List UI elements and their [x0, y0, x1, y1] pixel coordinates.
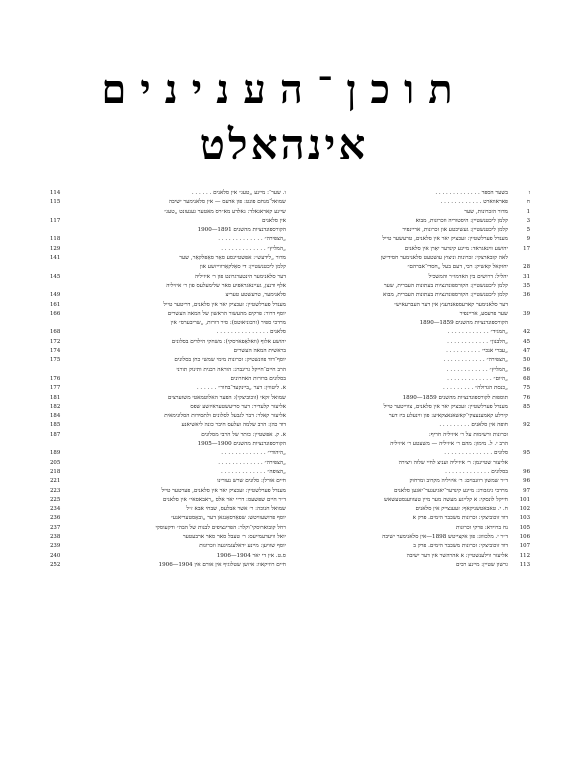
toc-entry-title: מדור הזכרונות, שער [464, 208, 508, 215]
toc-page-number: 240 [50, 552, 61, 559]
toc-entry [292, 282, 530, 291]
toc-page-number: 113 [519, 561, 530, 568]
toc-entry [50, 319, 288, 328]
toc-entry [292, 505, 530, 514]
toc-page-number: 118 [50, 236, 61, 243]
toc-entry-title: ד״ר י. מלכוווג: פון אקצייטש 1898—אין סלאנימער ישיבה [382, 533, 508, 540]
toc-entry-title: דער סלאנימער הינטערגרונט פון ר׳ איזיליה [194, 273, 286, 280]
toc-entry-title: שמואל־מנחם פונט: פון אדעס — אין סלאנימער ישיבה [168, 199, 286, 206]
toc-entry [50, 356, 288, 365]
toc-entry-title: שער פרעסע, אריינפיר [459, 310, 508, 317]
toc-entry-title: הרב חיים־חייקל גרינברג: הוראה רבנית ותינוק תורני [176, 366, 286, 373]
toc-entry-title: דוד זוכוביצקי: זכרונות משכבר הימים. פרק א [412, 515, 508, 522]
toc-page-number: 189 [50, 450, 61, 457]
toc-entry [292, 310, 530, 319]
toc-entry [50, 189, 288, 198]
toc-page-number: 166 [50, 310, 61, 317]
toc-entry-title: דער סלאנימער קארעספאנדענץ אין דער העברעאיש״ [393, 301, 508, 308]
toc-entry-title: ד״ר חיים שפשעס: דריי יאר אלס „ראבאסאי״ אין סלאנים [162, 496, 286, 503]
toc-entry-title: אלף ודנצן, געיינאגראפיע סאר שלימעלעס פון ר׳ איזיליה [166, 282, 286, 289]
toc-entry-title: ד״ר שמשון רוזנבוים: ר׳ איזיליה מקרוב ומרחוק [409, 478, 508, 485]
toc-entry [292, 189, 530, 198]
toc-entry [292, 226, 530, 235]
toc-page-number: 3 [526, 217, 530, 224]
toc-entry-title: יוסף־דוד פוזנשטיק: זכרונות מימי שמשי כחן בסלונים [174, 357, 286, 364]
toc-entry-title: „היום״ . . . . . . . . . . . . . [447, 375, 508, 382]
toc-entry-title: ח. י. טאבאטשניקאף: זעענצייק אין סלאנים [415, 506, 508, 513]
toc-page-number: 252 [50, 561, 61, 568]
toc-page-number: 114 [50, 190, 61, 196]
toc-entry [50, 375, 288, 384]
toc-entry [292, 496, 530, 505]
toc-entry [292, 263, 530, 272]
toc-entry [292, 384, 530, 393]
toc-page-number: 176 [50, 375, 61, 382]
toc-entry-title: יחזקאל קאשיק: רבי, דעם בעל „חסדי־אברהם״ [407, 264, 508, 271]
toc-page-number: 28 [523, 264, 530, 271]
toc-page-number: 218 [50, 468, 61, 475]
toc-entry [292, 338, 530, 347]
toc-page-number: 182 [50, 403, 61, 410]
toc-entry [50, 468, 288, 477]
toc-entry [292, 301, 530, 310]
toc-entry [50, 254, 288, 263]
toc-entry-title: קלמן ליכטנשטיין: הקורספונדנציות בעתונות העברית, מבוא [383, 292, 508, 299]
toc-entry-title: „היהודי״ . . . . . . . . . . . . . [221, 450, 286, 457]
toc-page-number: 115 [50, 199, 61, 206]
toc-entry-title: סלאנים . . . . . . . . . . . . . . . [216, 329, 286, 336]
toc-entry-title: יוסף שוויען: מיינע ידאלעגמיגעה וזכרונות [199, 543, 286, 550]
toc-page-number: 101 [519, 496, 530, 503]
toc-entry [292, 412, 530, 421]
toc-entry-title: מרדכי ספיר (זרבוניאוטס): סיר דורות, „שריבערס״ אין [170, 320, 286, 327]
toc-page-number: 172 [50, 338, 61, 345]
toc-page-number: 105 [519, 524, 530, 531]
toc-entry-title: „המליץ״ . . . . . . . . . . . . [446, 366, 508, 373]
toc-entry [292, 208, 530, 217]
toc-entry-title: אליעזר קאלר: דבר לגבעל לסלונים ולתסידות הסלונימאית [164, 413, 286, 420]
toc-entry-title: שיינע קאראגאלד: גאלדע מא״רס מאטער גענעזנט „טעג״ [164, 208, 286, 215]
toc-page-number: 205 [50, 459, 61, 466]
toc-page-number: 129 [50, 245, 61, 252]
toc-entry [292, 328, 530, 337]
toc-entry [50, 347, 288, 356]
toc-page-number: 36 [523, 292, 530, 299]
toc-entry [50, 552, 288, 561]
toc-entry [292, 319, 530, 328]
toc-page-number: 97 [523, 487, 530, 494]
toc-page-number: ז [528, 190, 530, 196]
toc-entry [50, 459, 288, 468]
toc-page-number: 117 [50, 217, 61, 224]
toc-entry-title: יוסף דרור: פרקים מהעשור הראשון של המאה העשרים [167, 310, 286, 317]
toc-entry [292, 561, 530, 570]
toc-entry-title: סלונים . . . . . . . . . . . . . . [444, 450, 508, 457]
toc-entry [292, 347, 530, 356]
toc-entry-title: גרשון שטיין: מיינע רבים [456, 561, 508, 568]
toc-entry [50, 245, 288, 254]
toc-entry [50, 273, 288, 282]
toc-page-number: 187 [50, 431, 61, 438]
toc-entry-title: הקורספונדנציות מהשנים 1891—1900 [197, 227, 286, 234]
toc-entry-title: יוסף פרושעוויטש: שפאַרסאָנגאן דער „ובאָסטעריאנע״ [170, 515, 286, 522]
toc-entry-title: פאראווארט . . . . . . . . . . . . [440, 199, 508, 206]
toc-entry [50, 226, 288, 235]
toc-entry-title: חיים רוזיקאוו: איזשן שטלוגיף אין אורם אין 1904—1906 [158, 561, 286, 568]
toc-page-number: 181 [50, 394, 61, 401]
toc-page-number: 112 [519, 552, 530, 559]
toc-page-number: 50 [523, 357, 530, 364]
toc-entry [50, 421, 288, 430]
toc-entry-title: „הצפירה״ . . . . . . . . . . . . [443, 357, 508, 364]
toc-page-number: 56 [523, 366, 530, 373]
toc-entry [50, 533, 288, 542]
toc-entry-title: שמואל חנוכה: ר׳ אשר אבלעס, שבחי אבא ז״ל [186, 506, 286, 513]
toc-entry [50, 496, 288, 505]
toc-entry-title: זכרונות ורשימות על ר׳ איזיליה חריף: [428, 431, 508, 438]
toc-page-number: 68 [523, 375, 530, 382]
toc-page-number: 185 [50, 422, 61, 429]
toc-entry [292, 356, 530, 365]
toc-entry-title: אליעזר קלעדיר: דער סריעשטעראיזשע שפס [190, 403, 286, 410]
toc-entry [292, 514, 530, 523]
toc-entry [292, 552, 530, 561]
toc-entry-title: בשער הספר . . . . . . . . . . . . . [435, 190, 508, 196]
toc-entry-title: סלאנימער, טרעשטע טעריצ [225, 292, 286, 299]
toc-entry [292, 431, 530, 440]
toc-entry [50, 542, 288, 551]
toc-entry-title: שמואל זקאי (זוכוביצקי): הפער האלוטמאטי משזערצים [167, 394, 286, 401]
toc-entry [292, 273, 530, 282]
toc-entry [50, 524, 288, 533]
toc-entry [292, 198, 530, 207]
toc-page-number: 239 [50, 543, 61, 550]
toc-entry-title: „המליץ״ . . . . . . . . . . . . . [221, 245, 286, 252]
toc-page-number: 106 [519, 533, 530, 540]
toc-page-number: 145 [50, 273, 61, 280]
toc-page-number: 42 [523, 329, 530, 336]
toc-entry-title: א. ליטווין: דער „ביינקעד־בחור״ . . . . . . [196, 385, 286, 392]
toc-entry-title: יהושע אלוף (וואלאָפארסקי): משחקי הילדים בסלונים [171, 338, 286, 345]
toc-page-number: 76 [523, 394, 530, 401]
toc-page-number: 1 [526, 208, 530, 215]
toc-page-number: 75 [523, 385, 530, 392]
toc-page-number: 31 [523, 273, 530, 280]
toc-entry-title: רחל קובוארוסקי־וקלר: הפרינציפים לבנות של הבה״ ודקעוסקי [155, 524, 286, 531]
toc-page-number: 102 [519, 506, 530, 513]
toc-entry [292, 245, 530, 254]
toc-page-number: 103 [519, 515, 530, 522]
toc-page-number: 141 [50, 255, 61, 262]
toc-entry-title: חיים אורלן: סלונים שרש נעורינו [217, 478, 286, 485]
toc-entry-title: לאה קובארצקי: זכרונות וניצוץ עושטעט סלאנימער חסידישן [380, 255, 508, 262]
toc-entry [292, 403, 530, 412]
toc-entry-title: „הלבנון״ . . . . . . . . . . . . [447, 338, 508, 345]
toc-entry-title: מענדל פערלשטיין: זעכציק יאר אין סלאנים, דריטער טייל [163, 301, 286, 308]
toc-entry-title: מרדכי גינזבורג: מיינע קינדער־יאגיעגער־יאגען סלאנים [393, 487, 508, 494]
toc-page-number: 236 [50, 515, 61, 522]
toc-entry [292, 542, 530, 551]
toc-entry [50, 384, 288, 393]
toc-entry-title: אין סלאנים [262, 217, 286, 224]
toc-entry [50, 561, 288, 570]
toc-entry [292, 235, 530, 244]
toc-entry [50, 412, 288, 421]
toc-entry-title: תוספות לקורספונדנציות מהשנים 1859—1890 [402, 394, 508, 401]
toc-entry [50, 514, 288, 523]
toc-entry-title: דוד כהן: הרב שלמה ועלעס חיבר כונה ליאשיאנע [181, 422, 286, 429]
toc-page-number: 96 [523, 478, 530, 485]
toc-page-number: 238 [50, 533, 61, 540]
toc-page-number: 39 [523, 310, 530, 317]
toc-page-number: 221 [50, 478, 61, 485]
toc-left-column [50, 189, 288, 570]
toc-entry-title: מענדל פערלשטיין: זעכציק יאר אין סלאנים, טרעשער טייל [382, 236, 508, 243]
toc-entry [50, 217, 288, 226]
toc-page-number: 223 [50, 487, 61, 494]
toc-page-number: 45 [523, 338, 530, 345]
toc-entry-title: מענדל פערלשטיין: זעכציק יאר אין סלאנים, צווייטער טייל [383, 403, 508, 410]
toc-entry-title: בראשית המאה העשרים [233, 348, 286, 355]
toc-entry [50, 394, 288, 403]
toc-entry-title: יהושע ווינאגראד: מיינע קינדער יאָרן אין סלאנים [404, 245, 508, 252]
toc-entry-title: אליעזר ווילענשטיין: א אהרהשר אין דער ישיבה [406, 552, 508, 559]
toc-page-number: 225 [50, 496, 61, 503]
toc-page-number: ח [526, 199, 530, 206]
toc-entry [292, 254, 530, 263]
toc-page-number: 17 [523, 245, 530, 252]
toc-entry-title: „עברי אנכי״ . . . . . . . . . . [446, 348, 508, 355]
toc-entry [292, 533, 530, 542]
toc-entry-title: קלמן ליכטנשטיין: היסטוריה וזכרונות, מבוא [415, 217, 508, 224]
toc-entry [50, 477, 288, 486]
toc-page-number: 47 [523, 348, 530, 355]
toc-entry [50, 338, 288, 347]
toc-entry [292, 468, 530, 477]
title-hebrew: תוכן־הענינים [101, 66, 467, 113]
toc-entry [292, 524, 530, 533]
toc-entry-title: „הצופה״ . . . . . . . . . . . . . [221, 468, 286, 475]
toc-page-number: 85 [523, 403, 530, 410]
toc-page-number: 96 [523, 468, 530, 475]
toc-entry [292, 366, 530, 375]
toc-entry-title: אליעזר שטיינמן: ר׳ איזיליה ועניצ לחיי שלוה ויצירה [398, 459, 508, 466]
toc-entry-title: הקורספונדנציות מהשנים 1900—1905 [197, 441, 286, 448]
toc-entry [50, 291, 288, 300]
toc-entry [292, 421, 530, 430]
toc-entry-title: קירלע קאמענעצקי־קאשאנאצקאיע: פון ווינעלע ביז דער [388, 413, 508, 420]
toc-entry [50, 301, 288, 310]
toc-entry [292, 291, 530, 300]
toc-entry [50, 235, 288, 244]
toc-entry-title: נח ברוידא: פרקי זכרונות [455, 524, 508, 531]
toc-page-number: 5 [526, 227, 530, 234]
toc-entry-title: יואל וויעדעמייעס: ר׳ טעבל סאר סאר ארבעטער [182, 533, 286, 540]
toc-entry-title: ו. שער־: מיינע „טעג״ אין סלאנים . . . . . . [191, 190, 286, 196]
title-yiddish: אינהאלט [199, 120, 369, 169]
toc-entry-title: א. ק. אפשטיין: כותר של הרבי מסלונים [201, 431, 286, 438]
toc-entry [50, 328, 288, 337]
toc-entry-title: חופה אין סלאנים . . . . . . . . . [439, 422, 508, 429]
toc-entry-title: קלמן ליכטנשטיין: הקורספונדנציות בעתונות העברית, שער [383, 282, 508, 289]
toc-entry-title: בסלונים בדורות האחרונים [230, 375, 286, 382]
toc-entry [50, 449, 288, 458]
toc-entry-title: הקורספונדנציות מהשנים 1859—1890 [419, 320, 508, 327]
toc-entry [292, 449, 530, 458]
toc-entry-title: מענדל פערלשטיין: זעכציק יאר אין סלאנים, פערטער טייל [161, 487, 286, 494]
toc-entry-title: „הצפירה״ . . . . . . . . . . . . . [218, 459, 286, 466]
toc-entry [50, 282, 288, 291]
toc-page-number: 184 [50, 413, 61, 420]
toc-entry-title: ס.ט. אין די יאר 1904—1906 [216, 552, 286, 559]
toc-entry [292, 477, 530, 486]
toc-entry-title: קלמן ליכטנשטיין: געשיכטע און זכרונות, אריינפיר [402, 227, 508, 234]
toc-page-number: 175 [50, 357, 61, 364]
toc-entry [292, 217, 530, 226]
toc-entry [50, 403, 288, 412]
toc-page-number: 107 [519, 543, 530, 550]
toc-entry-title: „הצפירה״ . . . . . . . . . . . . . [218, 236, 286, 243]
toc-page-number: 237 [50, 524, 61, 531]
toc-page-number: 9 [526, 236, 530, 243]
toc-page-number: 234 [50, 506, 61, 513]
toc-right-column [292, 189, 530, 570]
toc-entry [292, 459, 530, 468]
toc-page-number: 161 [50, 301, 61, 308]
toc-page-number: 168 [50, 329, 61, 336]
toc-entry [50, 431, 288, 440]
toc-entry [50, 505, 288, 514]
toc-page-number: 177 [50, 385, 61, 392]
toc-entry [50, 440, 288, 449]
toc-entry [50, 310, 288, 319]
toc-entry [292, 487, 530, 496]
toc-entry-title: „כנסת הגדולה״ . . . . . . . . . [443, 385, 508, 392]
toc-entry [50, 198, 288, 207]
toc-entry-title: „המגיד״ . . . . . . . . . . . . [447, 329, 508, 336]
toc-entry-title: בסלונים . . . . . . . . . . . . . [445, 468, 508, 475]
toc-entry [292, 375, 530, 384]
toc-entry-title: דוד זוכוביצקי: זכרונות משכבר הימים. פרק ב [413, 543, 508, 550]
toc-page-number: 174 [50, 348, 61, 355]
toc-entry-title: קלמן ליכטנשטיין: די סאַלקאַרווייזשע און [199, 264, 286, 271]
toc-page-number: 95 [523, 450, 530, 457]
toc-entry [50, 366, 288, 375]
toc-entry [50, 487, 288, 496]
toc-page-number: 92 [523, 422, 530, 429]
toc-entry [50, 263, 288, 272]
toc-page-number: 149 [50, 292, 61, 299]
toc-entry-title: יהליל: דרושים בין האדמו״ר והמשכיל [428, 273, 508, 280]
toc-entry [50, 208, 288, 217]
toc-entry-title: מדור „לידעש״: אפשטיינסע סאָר סאַפלקאַר, שער [179, 255, 286, 262]
toc-entry [292, 440, 530, 449]
toc-entry [292, 394, 530, 403]
toc-entry-title: הרב י. ל. מימון: מהם ר׳ איזיליה — משעטע ר׳ איזיליה [390, 441, 508, 448]
toc-entry-title: חייקל לונסקי: א קלייגע מעשה מער מיין טעוווענסטעשאש [384, 496, 508, 503]
toc-page-number: 35 [523, 282, 530, 289]
